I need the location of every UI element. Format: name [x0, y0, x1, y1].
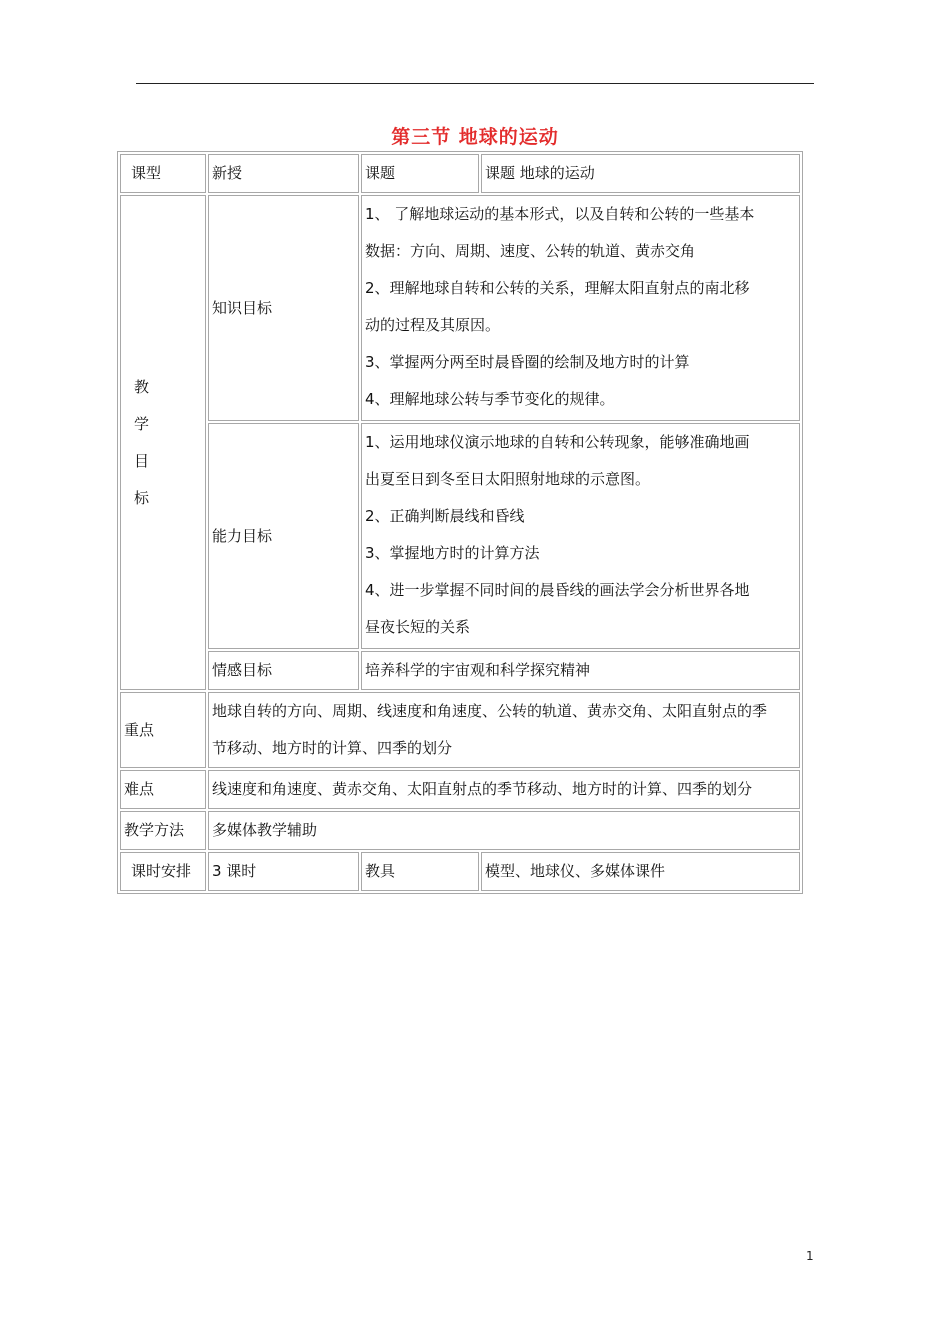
- table-row: [120, 195, 800, 421]
- table-row: [120, 423, 800, 649]
- topic-label: 课题: [361, 154, 479, 193]
- schedule-label: 课时安排: [120, 852, 206, 891]
- lesson-plan-table: [117, 151, 803, 894]
- teaching-tools-label: 教具: [361, 852, 479, 891]
- key-points-content: [208, 692, 800, 768]
- knowledge-line: 2、理解地球自转和公转的关系，理解太阳直射点的南北移: [365, 279, 750, 297]
- ability-line: 出夏至日到冬至日太阳照射地球的示意图。: [365, 470, 651, 488]
- header-rule: [136, 83, 814, 84]
- ability-objectives-label: 能力目标: [208, 423, 359, 649]
- lesson-type-value: 新授: [208, 154, 359, 193]
- objectives-label-char: 标: [134, 488, 150, 507]
- emotion-objectives-label: 情感目标: [208, 651, 359, 690]
- table-row: [120, 651, 800, 690]
- emotion-objectives-content: 培养科学的宇宙观和科学探究精神: [361, 651, 800, 690]
- knowledge-line: 动的过程及其原因。: [365, 316, 501, 334]
- ability-line: 2、正确判断晨线和昏线: [365, 507, 525, 525]
- difficulties-label: 难点: [120, 770, 206, 809]
- knowledge-line: 1、 了解地球运动的基本形式，以及自转和公转的一些基本: [365, 205, 755, 223]
- table-row: [120, 811, 800, 850]
- ability-line: 3、掌握地方时的计算方法: [365, 544, 540, 562]
- table-row: [120, 852, 800, 891]
- knowledge-line: 数据：方向、周期、速度、公转的轨道、黄赤交角: [365, 242, 696, 260]
- schedule-value: 3 课时: [208, 852, 359, 891]
- ability-line: 昼夜长短的关系: [365, 618, 471, 636]
- teaching-method-label: 教学方法: [120, 811, 206, 850]
- objectives-label: [120, 195, 206, 690]
- objectives-label-char: 目: [134, 451, 150, 470]
- key-points-line: 节移动、地方时的计算、四季的划分: [212, 739, 453, 757]
- topic-value: 课题 地球的运动: [481, 154, 800, 193]
- ability-line: 4、进一步掌握不同时间的晨昏线的画法学会分析世界各地: [365, 581, 750, 599]
- page-number: 1: [806, 1249, 814, 1263]
- table-row: [120, 154, 800, 193]
- knowledge-objectives-label: 知识目标: [208, 195, 359, 421]
- page-title: 第三节 地球的运动: [391, 126, 559, 148]
- teaching-tools-value: 模型、地球仪、多媒体课件: [481, 852, 800, 891]
- teaching-method-content: 多媒体教学辅助: [208, 811, 800, 850]
- table-row: [120, 692, 800, 768]
- key-points-line: 地球自转的方向、周期、线速度和角速度、公转的轨道、黄赤交角、太阳直射点的季: [212, 702, 768, 720]
- objectives-label-char: 教: [134, 377, 150, 396]
- difficulties-content: 线速度和角速度、黄赤交角、太阳直射点的季节移动、地方时的计算、四季的划分: [208, 770, 800, 809]
- key-points-label: 重点: [120, 692, 206, 768]
- knowledge-objectives-content: [361, 195, 800, 421]
- ability-line: 1、运用地球仪演示地球的自转和公转现象，能够准确地画: [365, 433, 750, 451]
- table-row: [120, 770, 800, 809]
- lesson-type-label: 课型: [120, 154, 206, 193]
- knowledge-line: 4、理解地球公转与季节变化的规律。: [365, 390, 615, 408]
- objectives-label-char: 学: [134, 414, 150, 433]
- knowledge-line: 3、掌握两分两至时晨昏圈的绘制及地方时的计算: [365, 353, 690, 371]
- ability-objectives-content: [361, 423, 800, 649]
